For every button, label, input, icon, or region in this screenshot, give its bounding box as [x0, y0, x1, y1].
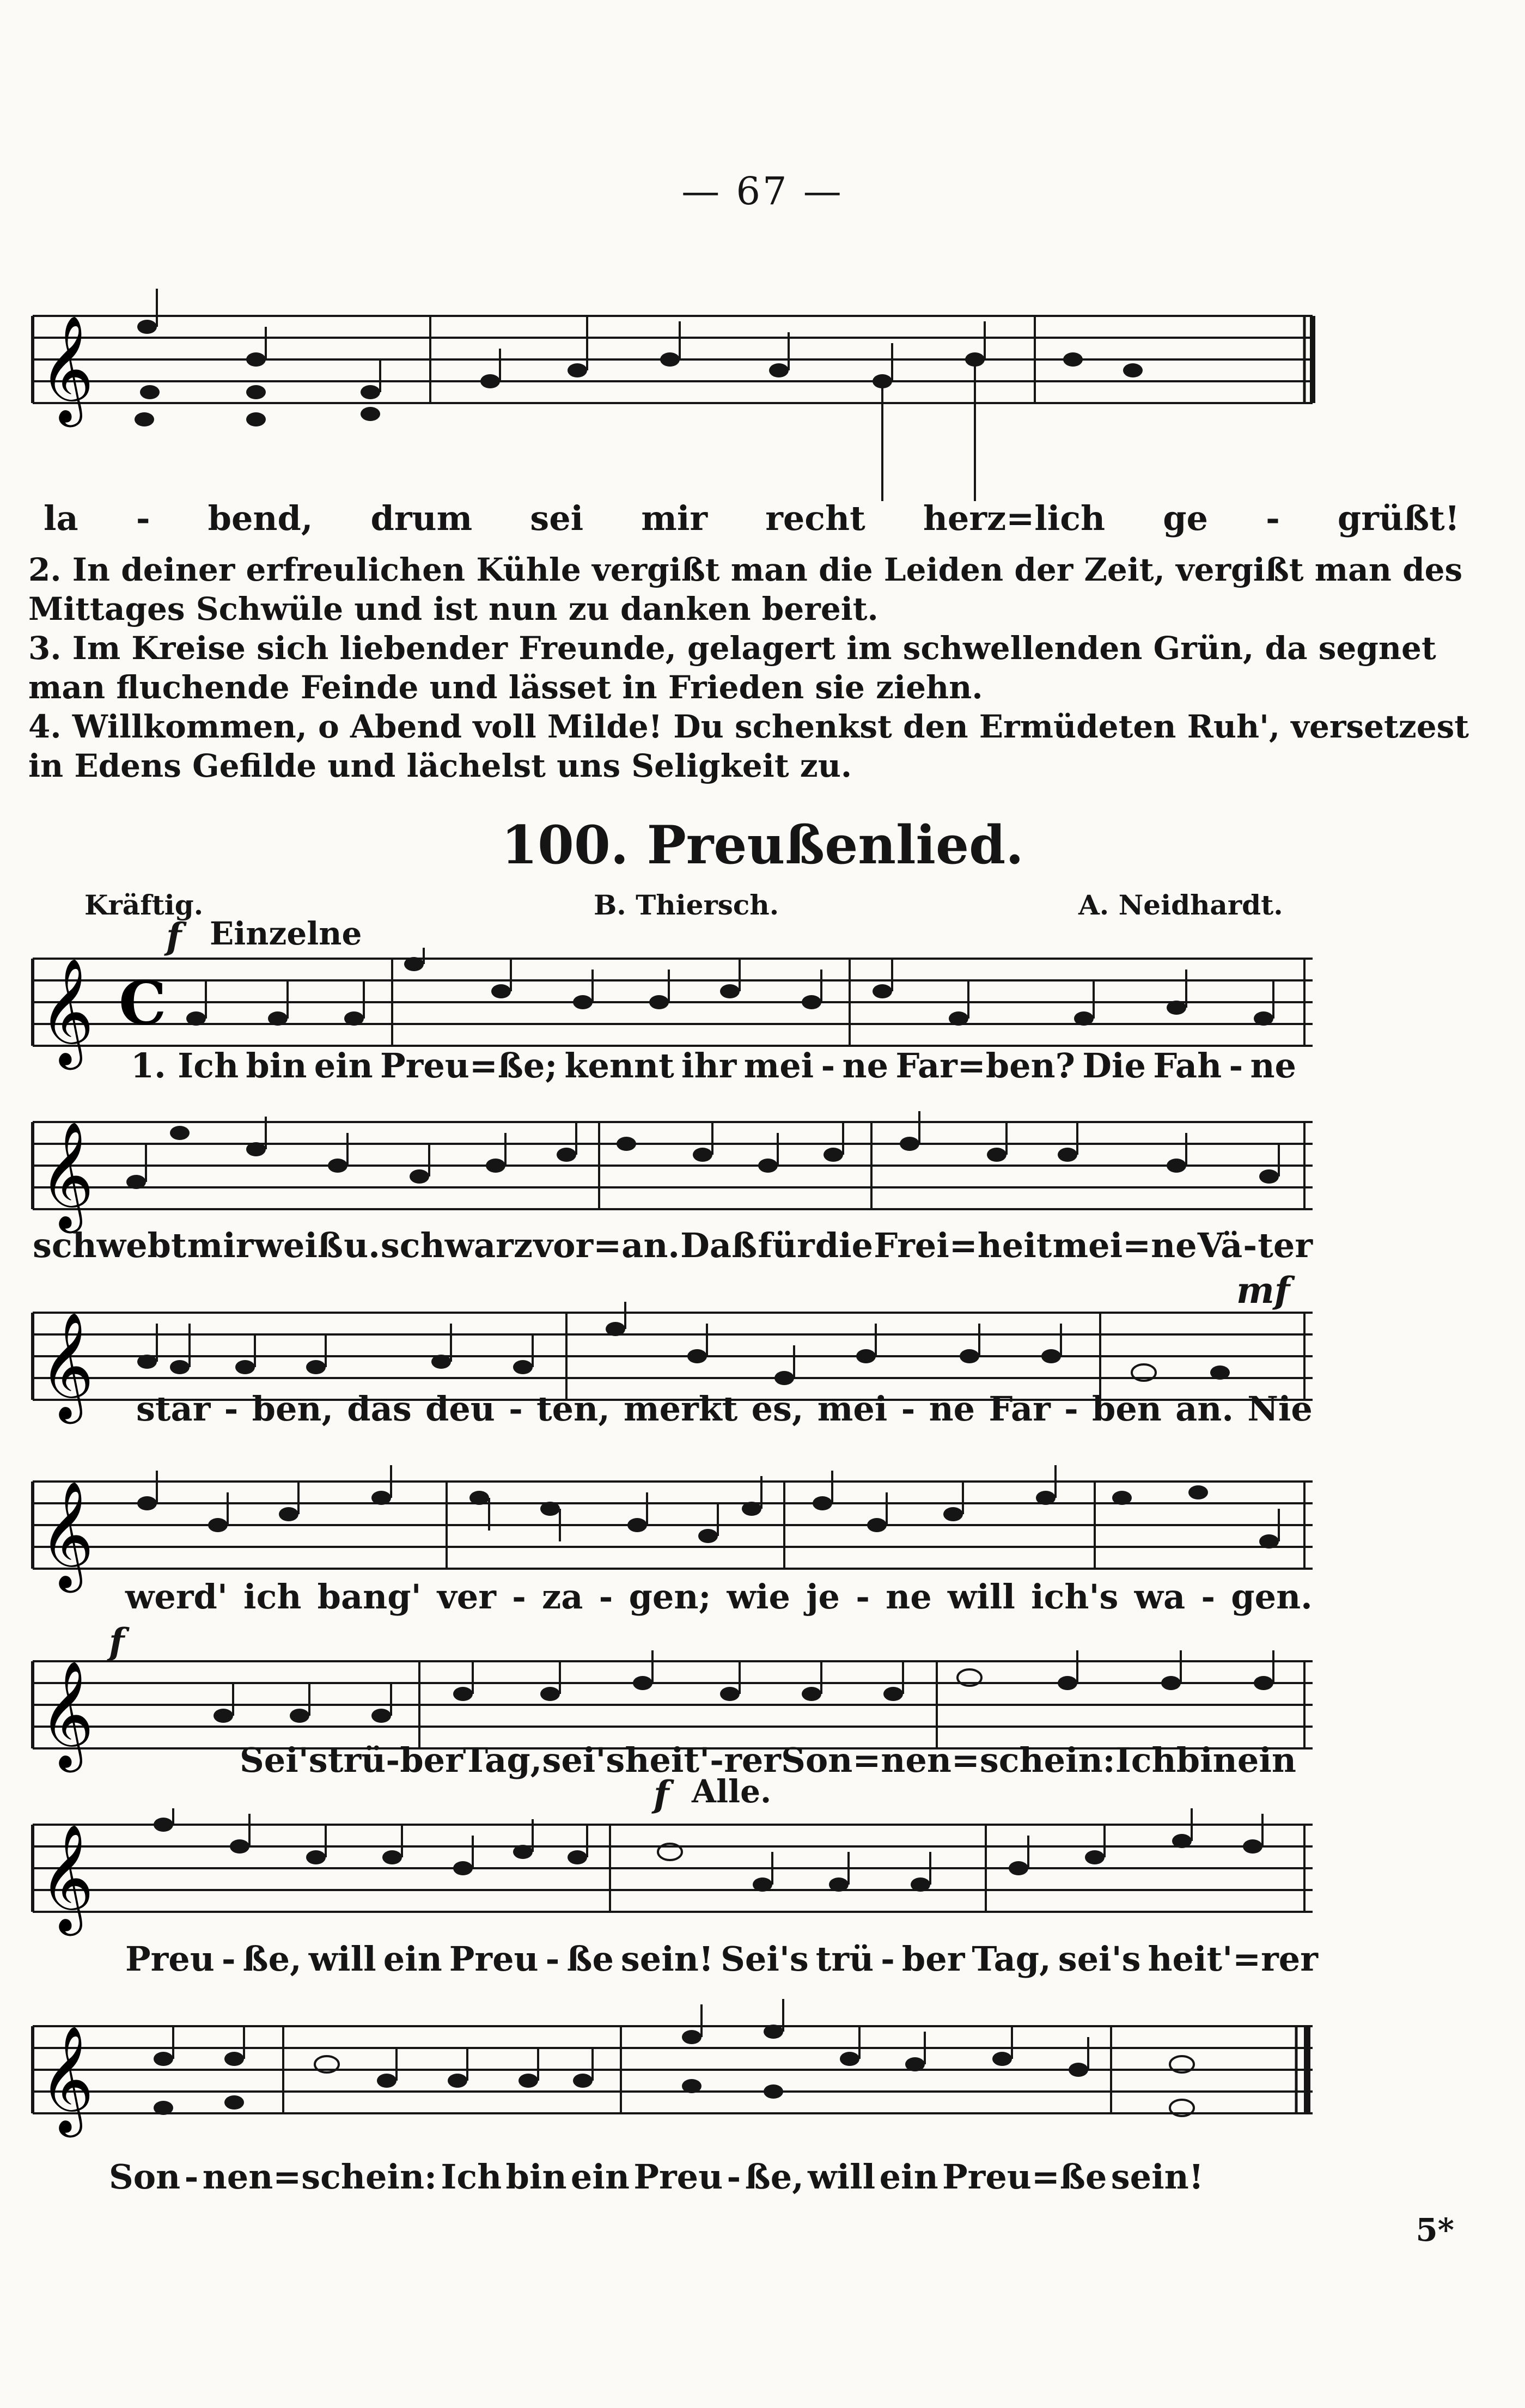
lyric-syllable: -: [136, 498, 150, 538]
lyric-syllable: will: [808, 2157, 876, 2197]
lyric-syllable: die: [815, 1226, 874, 1265]
lyric-syllable: recht: [765, 498, 865, 538]
lyric-syllable: -: [184, 2157, 199, 2197]
svg-text:𝄞: 𝄞: [39, 2025, 94, 2133]
lyric-syllable: schwarz: [380, 1226, 533, 1265]
lyric-syllable: ne: [929, 1389, 975, 1429]
lyric-syllable: mei: [743, 1046, 814, 1086]
lyric-syllable: ne: [1250, 1046, 1296, 1086]
lyric-syllable: heit': [625, 1740, 710, 1780]
lyric-syllable: Nie: [1247, 1389, 1313, 1429]
song-heading: [0, 814, 1525, 876]
lyric-syllable: -: [856, 1577, 870, 1617]
page-number: — 67 —: [681, 169, 844, 214]
lyric-syllable: ver: [437, 1577, 496, 1617]
svg-text:𝄞: 𝄞: [39, 1480, 94, 1588]
lyric-syllable: weiß: [254, 1226, 344, 1265]
lyric-syllable: star: [136, 1389, 211, 1429]
lyric-syllable: ihr: [681, 1046, 737, 1086]
lyric-syllable: ge: [1163, 498, 1209, 538]
svg-text:𝄞: 𝄞: [39, 1660, 94, 1768]
lyrics-system-6: [125, 1939, 1318, 1979]
lyric-syllable: mir: [641, 498, 708, 538]
lyric-syllable: -: [710, 1740, 724, 1780]
lyric-syllable: ben: [1092, 1389, 1162, 1429]
lyric-syllable: Preu: [633, 2157, 723, 2197]
lyric-syllable: ter: [1258, 1226, 1313, 1265]
lyric-syllable: -: [1243, 1226, 1258, 1265]
lyric-syllable: will: [308, 1939, 376, 1979]
lyric-syllable: trü: [327, 1740, 386, 1780]
lyric-syllable: Son=nen=schein:: [781, 1740, 1115, 1780]
dynamic-marking: f: [109, 1620, 125, 1663]
lyric-syllable: ße: [566, 1939, 614, 1979]
lyrics-system-2: [33, 1226, 1313, 1265]
lyric-syllable: für: [758, 1226, 815, 1265]
lyric-syllable: -: [821, 1046, 835, 1086]
lyric-syllable: ber: [901, 1939, 965, 1979]
lyric-syllable: -: [1266, 498, 1280, 538]
lyric-syllable: -: [221, 1939, 236, 1979]
lyric-syllable: ben,: [252, 1389, 334, 1429]
dynamic-marking: mf: [1236, 1269, 1290, 1312]
lyric-syllable: ein: [879, 2157, 938, 2197]
tempo-marking: Kräftig.: [84, 889, 204, 921]
lyric-syllable: ten,: [536, 1389, 610, 1429]
lyric-syllable: Preu=ße: [942, 2157, 1107, 2197]
dynamic-marking: f: [166, 915, 182, 958]
voice-label: Einzelne: [210, 915, 362, 952]
staff-system-2: [0, 1111, 1525, 1242]
lyric-syllable: vor=an.: [533, 1226, 680, 1265]
lyric-syllable: -: [509, 1389, 523, 1429]
lyric-syllable: Son: [109, 2157, 181, 2197]
lyric-syllable: Far=ben?: [895, 1046, 1075, 1086]
song-title: Preußenlied.: [646, 814, 1024, 876]
lyric-syllable: -: [1201, 1577, 1216, 1617]
lyric-syllable: bend,: [208, 498, 313, 538]
voice-label: Alle.: [692, 1773, 772, 1810]
verse-4: 4. Willkommen, o Abend voll Milde! Du schenkst den Ermüdeten Ruh', versetzest in Edens Gefilde und lächelst uns Seligkeit zu.: [28, 708, 1469, 784]
lyric-syllable: kennt: [564, 1046, 674, 1086]
lyrics-system-3: [136, 1389, 1313, 1429]
lyric-syllable: -: [599, 1577, 613, 1617]
lyric-syllable: -: [545, 1939, 560, 1979]
lyrics-system-7: [109, 2157, 1204, 2197]
lyric-syllable: es,: [751, 1389, 804, 1429]
lyric-syllable: ße,: [242, 1939, 302, 1979]
staff-system-7: [0, 1999, 1525, 2151]
lyric-syllable: drum: [370, 498, 473, 538]
lyric-syllable: Preu: [449, 1939, 539, 1979]
lyric-syllable: sein!: [620, 1939, 714, 1979]
svg-text:𝄞: 𝄞: [39, 958, 94, 1065]
lyric-syllable: bin: [246, 1046, 307, 1086]
printer-signature: 5*: [1416, 2211, 1454, 2248]
lyric-syllable: gen;: [629, 1577, 711, 1617]
lyric-syllable: ein: [314, 1046, 373, 1086]
lyric-syllable: wa: [1134, 1577, 1186, 1617]
lyric-syllable: ber: [400, 1740, 463, 1780]
lyric-syllable: Far: [989, 1389, 1051, 1429]
additional-verses: [28, 550, 1499, 785]
lyric-syllable: za: [542, 1577, 583, 1617]
lyric-syllable: nen=schein:: [202, 2157, 437, 2197]
lyrics-system-4: [125, 1577, 1313, 1617]
lyric-syllable: Preu=ße;: [380, 1046, 558, 1086]
lyric-syllable: sein!: [1111, 2157, 1204, 2197]
lyric-syllable: mei: [817, 1389, 888, 1429]
lyric-syllable: u.: [344, 1226, 380, 1265]
lyric-syllable: sei's: [1058, 1939, 1141, 1979]
lyric-syllable: ich: [243, 1577, 302, 1617]
lyric-syllable: ße,: [745, 2157, 804, 2197]
lyric-syllable: Vä: [1197, 1226, 1243, 1265]
lyric-syllable: 1. Ich: [131, 1046, 239, 1086]
lyric-syllable: wie: [727, 1577, 790, 1617]
lyric-syllable: -: [1064, 1389, 1078, 1429]
lyric-syllable: grüßt!: [1337, 498, 1460, 538]
lyric-syllable: werd': [125, 1577, 228, 1617]
lyric-syllable: la: [44, 498, 78, 538]
lyrics-system-1: [131, 1046, 1296, 1086]
lyric-syllable: an.: [1175, 1389, 1234, 1429]
lyric-syllable: rer: [724, 1740, 781, 1780]
dynamic-marking: f: [654, 1773, 669, 1815]
lyric-syllable: merkt: [624, 1389, 738, 1429]
lyric-syllable: herz=lich: [923, 498, 1106, 538]
svg-text:C: C: [119, 968, 167, 1038]
lyric-syllable: je: [806, 1577, 840, 1617]
lyric-syllable: Die: [1082, 1046, 1146, 1086]
top-fragment-lyrics: [44, 498, 1460, 538]
lyric-syllable: das: [347, 1389, 412, 1429]
lyric-syllable: Fah: [1153, 1046, 1222, 1086]
lyric-syllable: Ich: [441, 2157, 502, 2197]
lyric-syllable: Daß: [680, 1226, 758, 1265]
lyric-syllable: will: [947, 1577, 1015, 1617]
lyric-syllable: Ich: [1115, 1740, 1176, 1780]
svg-text:𝄞: 𝄞: [39, 1312, 94, 1419]
lyric-syllable: schwebt: [33, 1226, 187, 1265]
lyric-syllable: deu: [425, 1389, 495, 1429]
lyric-syllable: Tag,: [462, 1740, 542, 1780]
lyric-syllable: bang': [317, 1577, 422, 1617]
lyric-syllable: -: [512, 1577, 526, 1617]
lyric-syllable: Sei's: [240, 1740, 328, 1780]
lyric-syllable: ne: [886, 1577, 932, 1617]
lyric-syllable: ein: [383, 1939, 442, 1979]
lyric-syllable: sei: [530, 498, 584, 538]
lyric-syllable: Sei's: [721, 1939, 809, 1979]
staff-system-6: [0, 1808, 1525, 1950]
lyric-syllable: -: [727, 2157, 741, 2197]
lyric-syllable: -: [224, 1389, 239, 1429]
lyric-syllable: -: [386, 1740, 400, 1780]
svg-text:𝄞: 𝄞: [39, 315, 94, 423]
lyric-syllable: -: [901, 1389, 916, 1429]
lyric-syllable: -: [881, 1939, 895, 1979]
verse-2: 2. In deiner erfreulichen Kühle vergißt man die Leiden der Zeit, vergißt man des Mittages Schwüle und ist nun zu danken bereit.: [28, 551, 1463, 627]
song-number: 100.: [501, 814, 629, 876]
lyric-syllable: Frei=heit: [874, 1226, 1052, 1265]
lyric-syllable: ne: [842, 1046, 889, 1086]
lyric-syllable: bin: [505, 2157, 567, 2197]
lyric-syllable: trü: [815, 1939, 874, 1979]
lyricist: B. Thiersch.: [594, 889, 779, 921]
composer: A. Neidhardt.: [1078, 889, 1283, 921]
lyric-syllable: Tag,: [972, 1939, 1051, 1979]
lyric-syllable: mir: [187, 1226, 254, 1265]
lyric-syllable: bin: [1176, 1740, 1237, 1780]
lyric-syllable: ein: [570, 2157, 630, 2197]
lyric-syllable: sei's: [542, 1740, 625, 1780]
verse-3: 3. Im Kreise sich liebender Freunde, gelagert im schwellenden Grün, da segnet man fluchende Feinde und lässet in Frieden sie ziehn.: [28, 630, 1436, 706]
lyric-syllable: gen.: [1231, 1577, 1313, 1617]
lyric-syllable: ein: [1237, 1740, 1296, 1780]
lyric-syllable: -: [1229, 1046, 1243, 1086]
top-fragment-staff: [0, 283, 1525, 512]
svg-text:𝄞: 𝄞: [39, 1824, 94, 1931]
lyric-syllable: ich's: [1031, 1577, 1119, 1617]
lyric-syllable: mei=ne: [1052, 1226, 1197, 1265]
lyric-syllable: heit'=rer: [1148, 1939, 1318, 1979]
svg-text:𝄞: 𝄞: [39, 1121, 94, 1229]
lyric-syllable: Preu: [125, 1939, 215, 1979]
